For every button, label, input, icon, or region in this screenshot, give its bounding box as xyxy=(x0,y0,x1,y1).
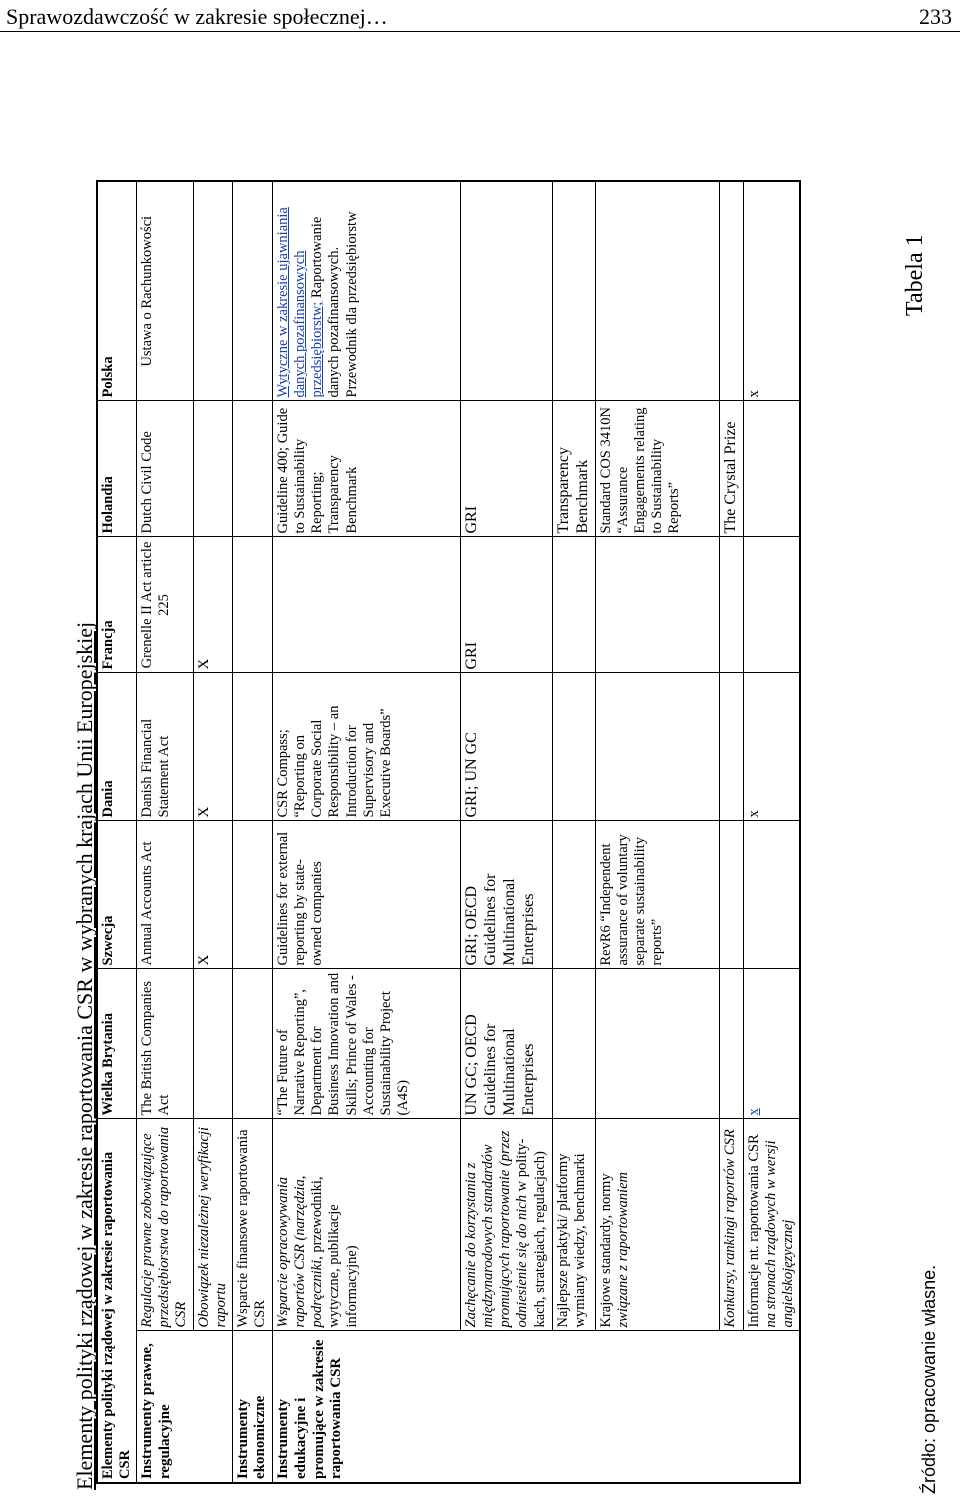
csr-policy-table xyxy=(96,180,801,1484)
cell-dk xyxy=(553,673,596,821)
cell-pl: Ustawa o Rachunkowości xyxy=(137,181,193,401)
table-row xyxy=(461,181,553,1483)
cell-uk[interactable]: x xyxy=(743,969,800,1119)
table-row xyxy=(137,181,193,1483)
row-label: Obowiązek niezależnej weryfikacji raportu xyxy=(193,1119,232,1331)
row-label-italic: Wsparcie opracowywania raportów CSR (narzędzia, podręczniki, xyxy=(275,1175,326,1328)
col-header-dk: Dania xyxy=(97,673,137,821)
row-label: Regulacje prawne zobowiązujące przedsiębiorstwa do raportowania CSR xyxy=(137,1119,193,1331)
col-header-se: Szwecja xyxy=(97,821,137,969)
cell-nl xyxy=(232,401,272,537)
row-label-plain: Informacje nt. raportowania CSR xyxy=(745,1134,762,1328)
pl-guidelines-link[interactable]: Wytyczne w zakresie ujawniania danych pozafinansowych przedsiębiorstw; xyxy=(275,207,326,398)
cell-fr xyxy=(553,537,596,673)
col-header-nl: Holandia xyxy=(97,401,137,537)
cell-uk xyxy=(232,969,272,1119)
row-label-rest: przewodniki, wytyczne, publikacje informacyjne) xyxy=(309,1176,360,1328)
cell-nl xyxy=(743,401,800,537)
page-number: 233 xyxy=(919,4,952,29)
cell-se xyxy=(719,821,743,969)
cell-nl xyxy=(193,401,232,537)
cell-fr xyxy=(273,537,461,673)
table-row xyxy=(719,181,743,1483)
table-caption: Elementy polityki rządowej w zakresie raportowania CSR w wybranych krajach Unii Europejskiej xyxy=(72,621,97,1490)
table-row xyxy=(193,181,232,1483)
col-header-elements: Elementy polityki rządowej w zakresie raportowania CSR xyxy=(97,1119,137,1483)
table-label: Tabela 1 xyxy=(902,234,928,316)
cell-pl xyxy=(232,181,272,401)
cell-se: GRI; OECD Guidelines for Multinational Enterprises xyxy=(461,821,553,969)
cell-pl: x xyxy=(743,181,800,401)
cell-dk xyxy=(232,673,272,821)
cell-fr: X xyxy=(193,537,232,673)
cell-nl: The Crystal Prize xyxy=(719,401,743,537)
cell-fr: Grenelle II Act article 225 xyxy=(137,537,193,673)
table-row xyxy=(595,181,719,1483)
row-label-italic: Zachęcanie do korzystania z międzynarodowych standardów promujących raportowanie (przez odniesienie się do nich xyxy=(463,1130,531,1328)
row-label-rest: w polity-kach, strategiach, regulacjach) xyxy=(514,1138,548,1328)
cell-dk: Danish Financial Statement Act xyxy=(137,673,193,821)
cell-dk xyxy=(719,673,743,821)
table-row xyxy=(553,181,596,1483)
cell-fr xyxy=(743,537,800,673)
cell-uk: “The Future of Narrative Reporting”, Department for Business Innovation and Skills; Prince of Wales - Accounting for Sustainability Project (A4S) xyxy=(273,969,461,1119)
row-label xyxy=(595,1119,719,1331)
table-row xyxy=(232,181,272,1483)
cell-dk: X xyxy=(193,673,232,821)
cell-uk: UN GC; OECD Guidelines for Multinational Enterprises xyxy=(461,969,553,1119)
cell-nl: Dutch Civil Code xyxy=(137,401,193,537)
cell-fr: GRI xyxy=(461,537,553,673)
cell-dk: CSR Compass; “Reporting on Corporate Social Responsibility – an Introduction for Supervisory and Executive Boards” xyxy=(273,673,461,821)
cell-se xyxy=(232,821,272,969)
table-header-row xyxy=(97,181,137,1483)
cell-nl: GRI xyxy=(461,401,553,537)
row-label-italic: związane z raportowaniem xyxy=(615,1172,631,1328)
table-row xyxy=(743,181,800,1483)
col-header-pl: Polska xyxy=(97,181,137,401)
cell-nl: Transparency Benchmark xyxy=(553,401,596,537)
row-label: Konkursy, rankingi raportów CSR xyxy=(719,1119,743,1331)
table-row xyxy=(273,181,461,1483)
row-label xyxy=(743,1119,800,1331)
pl-guide-text: Raportowanie danych pozafinansowych. Przewodnik dla przedsiębiorstw xyxy=(309,211,360,398)
cell-uk: The British Companies Act xyxy=(137,969,193,1119)
group-economic: Instrumenty ekonomiczne xyxy=(232,1331,272,1483)
cell-pl xyxy=(595,181,719,401)
cell-fr xyxy=(719,537,743,673)
group-legal: Instrumenty prawne, regulacyjne xyxy=(137,1331,233,1483)
cell-pl xyxy=(273,181,461,401)
cell-se: RevR6 “Independent assurance of voluntary separate sustainability reports” xyxy=(595,821,719,969)
col-header-uk: Wielka Brytania xyxy=(97,969,137,1119)
group-educational: Instrumenty edukacyjne i promujące w zakresie raportowania CSR xyxy=(273,1331,800,1483)
row-label-italic: na stronach rządowych w wersji angielskojęzycznej xyxy=(762,1140,796,1328)
row-label: Wsparcie finansowe raportowania CSR xyxy=(232,1119,272,1331)
cell-dk xyxy=(595,673,719,821)
cell-se xyxy=(743,821,800,969)
cell-pl xyxy=(719,181,743,401)
row-label xyxy=(461,1119,553,1331)
cell-uk xyxy=(595,969,719,1119)
source-note: Źródło: opracowanie własne. xyxy=(919,1264,939,1494)
row-label xyxy=(273,1119,461,1331)
cell-pl xyxy=(461,181,553,401)
cell-se xyxy=(553,821,596,969)
cell-pl xyxy=(553,181,596,401)
col-header-fr: Francja xyxy=(97,537,137,673)
cell-pl xyxy=(193,181,232,401)
cell-se: Guidelines for external reporting by state-owned companies xyxy=(273,821,461,969)
cell-uk xyxy=(719,969,743,1119)
cell-uk xyxy=(553,969,596,1119)
cell-nl: Guideline 400; Guide to Sustainability Reporting; Transparency Benchmark xyxy=(273,401,461,537)
cell-fr xyxy=(595,537,719,673)
row-label: Najlepsze praktyki/ platformy wymiany wiedzy, benchmarki xyxy=(553,1119,596,1331)
cell-uk xyxy=(193,969,232,1119)
cell-dk: GRI; UN GC xyxy=(461,673,553,821)
running-header-title: Sprawozdawczość w zakresie społecznej… xyxy=(6,4,388,29)
cell-nl: Standard COS 3410N “Assurance Engagements relating to Sustainability Reports” xyxy=(595,401,719,537)
cell-se: Annual Accounts Act xyxy=(137,821,193,969)
cell-dk: x xyxy=(743,673,800,821)
cell-se: X xyxy=(193,821,232,969)
cell-fr xyxy=(232,537,272,673)
row-label-plain: Krajowe standardy, normy xyxy=(597,1173,614,1328)
